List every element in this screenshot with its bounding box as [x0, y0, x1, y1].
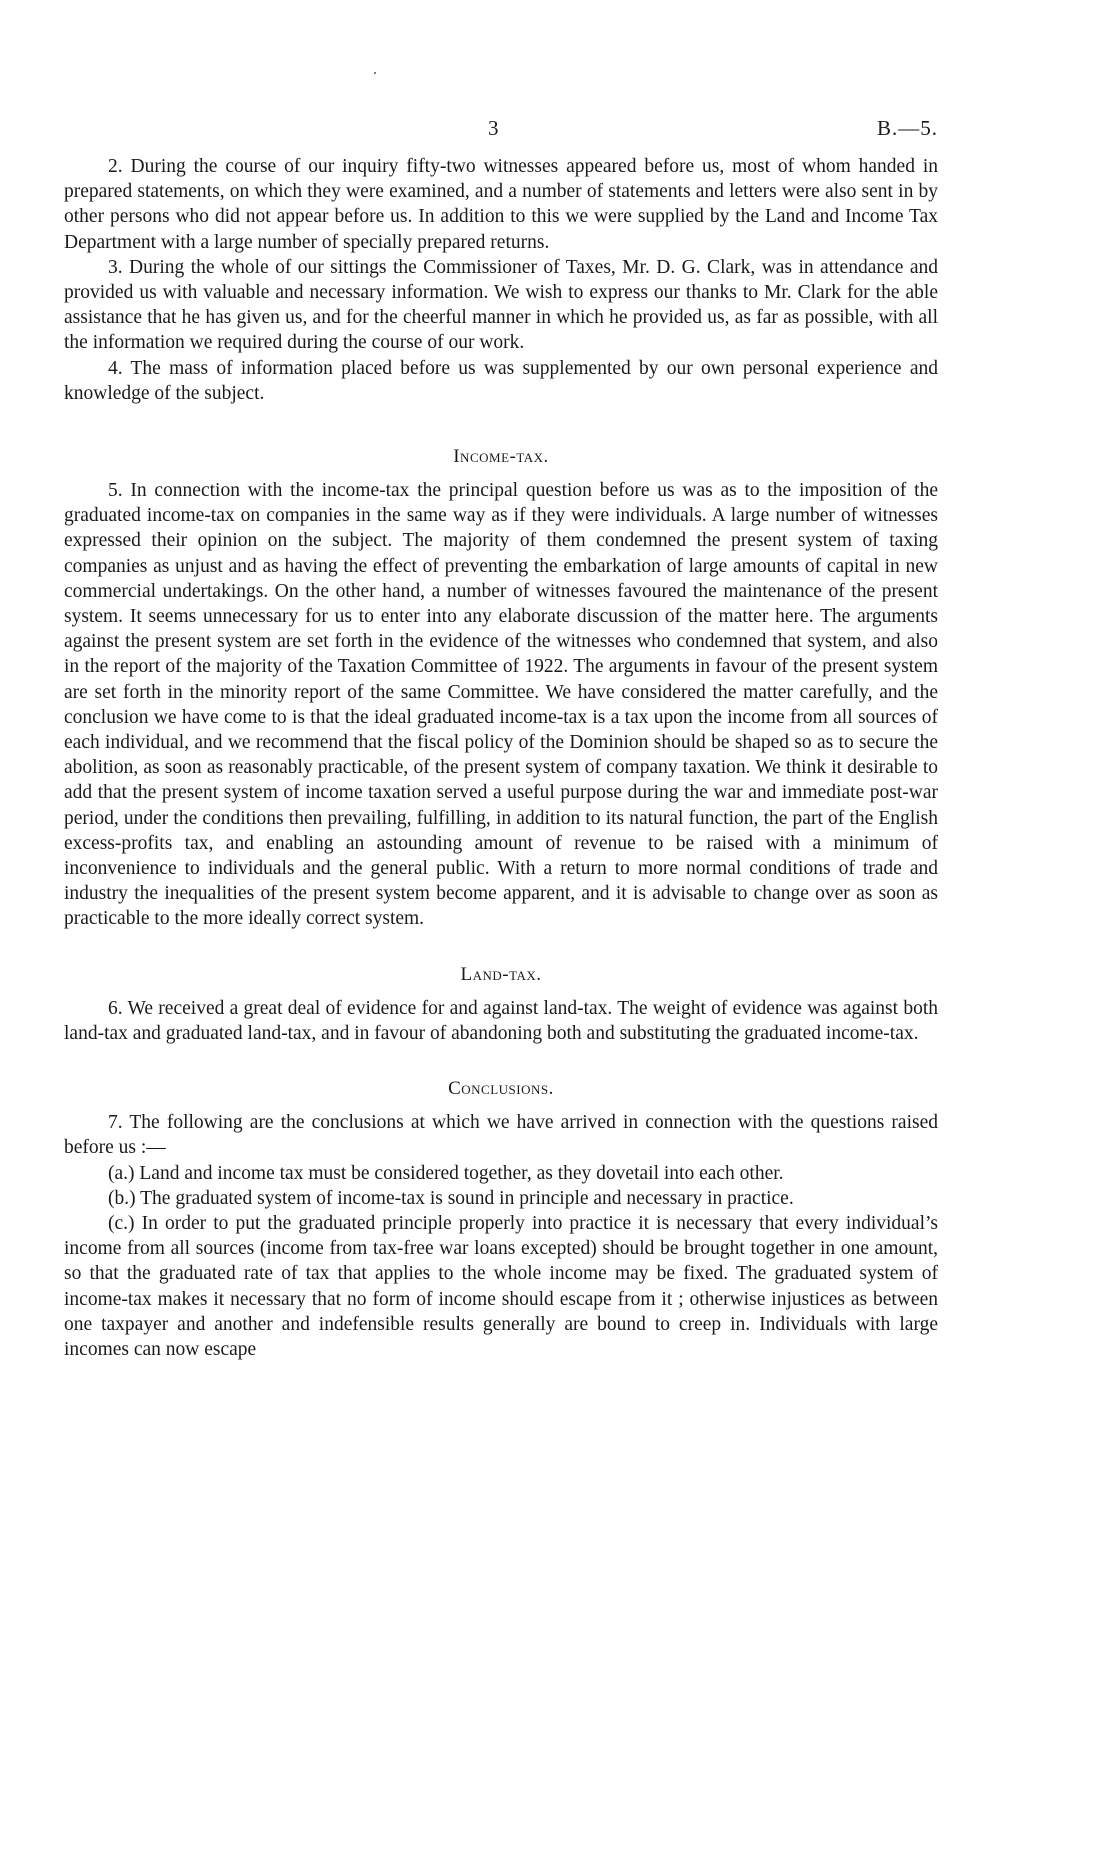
intro-section [64, 154, 938, 406]
land-tax-heading: Land-tax. [460, 963, 542, 985]
conclusions-section [64, 1076, 938, 1362]
conclusion-b: (b.) The graduated system of income-tax is sound in principle and necessary in practice. [108, 1187, 794, 1209]
page-number: 3 [488, 116, 499, 140]
document-page [64, 112, 938, 1362]
page-header [64, 112, 938, 154]
conclusion-c: (c.) In order to put the graduated principle properly into practice it is necessary that every individual’s income from all sources (income from tax-free war loans excepted) should be brought together in one amount, so that the graduated rate of tax that applies to the whole income may be fixed. The graduated system of income-tax makes it necessary that no form of income should escape from it ; otherwise injustices as between one taxpayer and another and indefensible results generally are bound to creep in. Individuals with large incomes can now escape [64, 1212, 938, 1360]
scan-speck [374, 72, 376, 74]
paragraph-4: 4. The mass of information placed before us was supplemented by our own personal experience and knowledge of the subject. [64, 357, 938, 404]
conclusion-a: (a.) Land and income tax must be considered together, as they dovetail into each other. [108, 1162, 784, 1184]
land-tax-section [64, 962, 938, 1046]
paragraph-3: 3. During the whole of our sittings the Commissioner of Taxes, Mr. D. G. Clark, was in attendance and provided us with valuable and necessary information. We wish to express our thanks to Mr. Clark for the able assistance that he has given us, and for the cheerful manner in which he provided us, as far as possible, with all the information we required during the course of our work. [64, 256, 938, 354]
paragraph-7: 7. The following are the conclusions at which we have arrived in connection with the questions raised before us :— [64, 1112, 938, 1159]
paragraph-2: 2. During the course of our inquiry fifty-two witnesses appeared before us, most of whom handed in prepared statements, on which they were examined, and a number of statements and letters were also sent in by other persons who did not appear before us. In addition to this we were supplied by the Land and Income Tax Department with a large number of specially prepared returns. [64, 156, 938, 253]
paragraph-5: 5. In connection with the income-tax the principal question before us was as to the imposition of the graduated income-tax on companies in the same way as if they were individuals. A large number of witnesses expressed their opinion on the subject. The majority of them condemned the present system of taxing companies as unjust and as having the effect of preventing the embarkation of large amounts of capital in new commercial undertakings. On the other hand, a number of witnesses favoured the maintenance of the present system. It seems unnecessary for us to enter into any elaborate discussion of the matter here. The arguments against the present system are set forth in the evidence of the witnesses who condemned that system, and also in the report of the majority of the Taxation Committee of 1922. The arguments in favour of the present system are set forth in the minority report of the same Committee. We have considered the matter carefully, and the conclusion we have come to is that the ideal graduated income-tax is a tax upon the income from all sources of each individual, and we recommend that the fiscal policy of the Dominion should be shaped so as to secure the abolition, as soon as reasonably practicable, of the present system of company taxation. We think it desirable to add that the present system of income taxation served a useful purpose during the war and immediate post-war period, under the conditions then prevailing, fulfilling, in addition to its natural function, the part of the English excess-profits tax, and enabling an astounding amount of revenue to be raised with a minimum of inconvenience to individuals and the general public. With a return to more normal conditions of trade and industry the inequalities of the present system become apparent, and it is advisable to change over as soon as practicable to the more ideally correct system. [64, 480, 938, 930]
income-tax-heading: Income-tax. [453, 446, 549, 468]
document-reference: B.—5. [876, 116, 938, 140]
paragraph-6: 6. We received a great deal of evidence for and against land-tax. The weight of evidence was against both land-tax and graduated land-tax, and in favour of abandoning both and substituting the graduated income-tax. [64, 997, 938, 1044]
conclusions-heading: Conclusions. [448, 1078, 554, 1100]
income-tax-section [64, 444, 938, 932]
